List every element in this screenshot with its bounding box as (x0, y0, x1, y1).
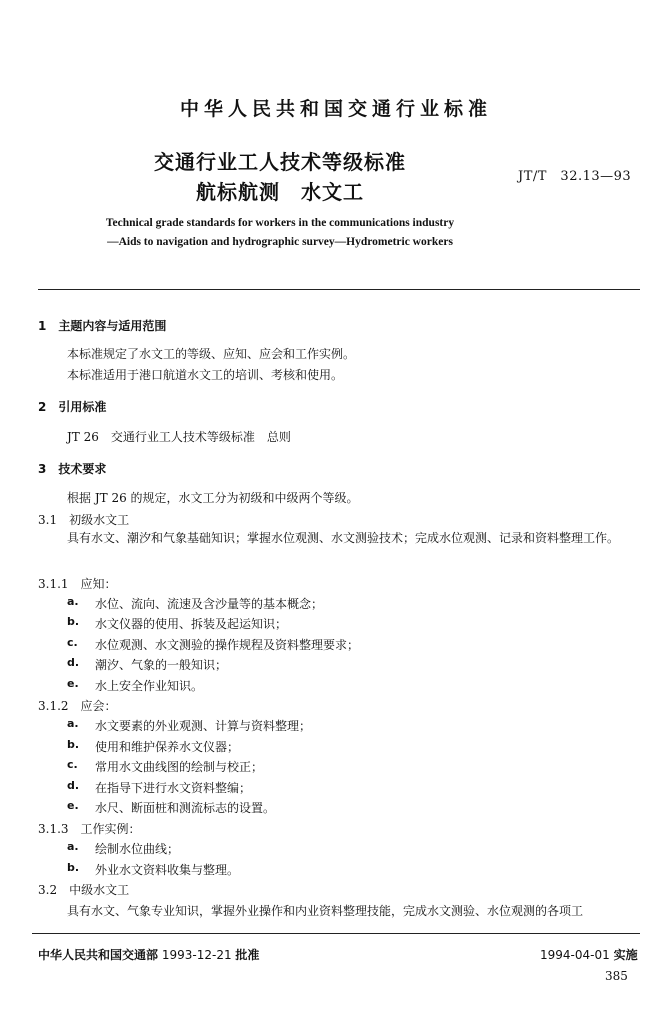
section-3-1-1-heading: 3.1.1 应知： (38, 577, 117, 591)
list-item: 在指导下进行水文资料整编； (95, 781, 252, 795)
list-item: 水文要素的外业观测、计算与资料整理； (95, 719, 312, 733)
industry-standard-header: 中华人民共和国交通行业标准 (179, 98, 492, 120)
list-item-letter: c. (67, 758, 78, 771)
page-number: 385 (605, 969, 628, 983)
list-item: 外业水文资料收集与整理。 (95, 863, 240, 877)
section-1-paragraph-1: 本标准规定了水文工的等级、应知、应会和工作实例。 (67, 347, 356, 361)
list-item-letter: a. (67, 595, 79, 608)
list-item-letter: d. (67, 779, 80, 792)
section-3-1-3-heading: 3.1.3 工作实例： (38, 822, 141, 836)
list-item: 水位、流向、流速及含沙量等的基本概念； (95, 597, 324, 611)
list-item: 常用水文曲线图的绘制与校正； (95, 760, 264, 774)
section-2-paragraph-1: JT 26 交通行业工人技术等级标准 总则 (67, 430, 291, 444)
list-item-letter: d. (67, 656, 80, 669)
list-item: 使用和维护保养水文仪器； (95, 740, 240, 754)
list-item: 潮汐、气象的一般知识； (95, 658, 228, 672)
list-item-letter: e. (67, 799, 79, 812)
footer-divider (32, 933, 640, 934)
approval-word: 批准 (235, 948, 260, 962)
section-3-paragraph-1: 根据 JT 26 的规定，水文工分为初级和中级两个等级。 (67, 491, 359, 505)
approval-line (38, 946, 259, 963)
list-item: 水上安全作业知识。 (95, 679, 204, 693)
implementation-line (540, 946, 638, 963)
implementation-word: 实施 (613, 948, 638, 962)
section-3-2-heading: 3.2 中级水文工 (38, 883, 130, 897)
english-title-line1: Technical grade standards for workers in the communications industry (105, 217, 455, 229)
section-3-1-paragraph: 具有水文、潮汐和气象基础知识；掌握水位观测、水文测验技术；完成水位观测、记录和资料整理工作。 (67, 531, 620, 545)
section-3-heading: 3 技术要求 (38, 462, 107, 476)
list-item-letter: a. (67, 717, 79, 730)
list-item: 水尺、断面桩和测流标志的设置。 (95, 801, 276, 815)
list-item-letter: b. (67, 615, 80, 628)
list-item: 绘制水位曲线； (95, 842, 180, 856)
header-divider (38, 289, 640, 290)
document-title-line1: 交通行业工人技术等级标准 (154, 150, 406, 174)
list-item-letter: a. (67, 840, 79, 853)
section-3-2-paragraph: 具有水文、气象专业知识，掌握外业操作和内业资料整理技能，完成水文测验、水位观测的各项工 (67, 904, 584, 918)
section-1-heading: 1 主题内容与适用范围 (38, 319, 167, 333)
list-item-letter: e. (67, 677, 79, 690)
list-item-letter: b. (67, 861, 80, 874)
section-1-paragraph-2: 本标准适用于港口航道水文工的培训、考核和使用。 (67, 368, 344, 382)
approval-date: 1993-12-21 (161, 948, 232, 962)
section-3-1-2-heading: 3.1.2 应会： (38, 699, 117, 713)
approval-org: 中华人民共和国交通部 (38, 948, 159, 962)
english-title-line2: —Aids to navigation and hydrographic survey—Hydrometric workers (107, 236, 453, 248)
implementation-date: 1994-04-01 (540, 948, 610, 962)
list-item: 水位观测、水文测验的操作规程及资料整理要求； (95, 638, 360, 652)
section-3-1-heading: 3.1 初级水文工 (38, 513, 130, 527)
list-item: 水文仪器的使用、拆装及起运知识； (95, 617, 288, 631)
standard-code: JT/T 32.13—93 (518, 169, 632, 184)
list-item-letter: c. (67, 636, 78, 649)
section-2-heading: 2 引用标准 (38, 400, 107, 414)
list-item-letter: b. (67, 738, 80, 751)
document-title-line2: 航标航测 水文工 (196, 180, 364, 204)
